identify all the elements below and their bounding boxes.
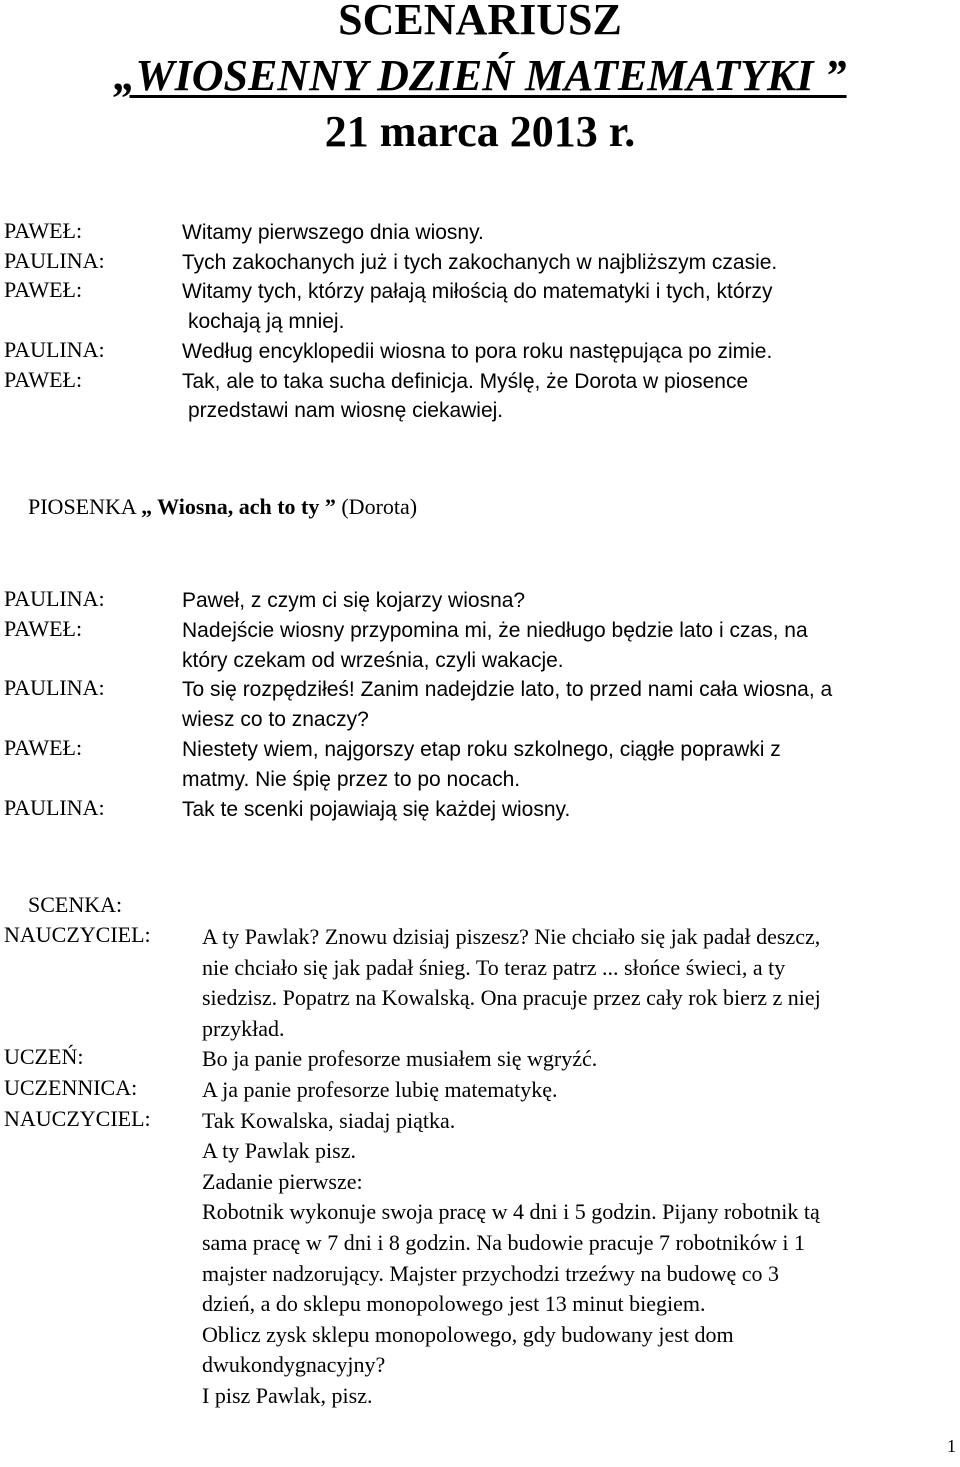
dialogue-line: nie chciało się jak padał śnieg. To teraz patrz ... słońce świeci, a ty xyxy=(202,954,786,980)
dialogue-line: dzień, a do sklepu monopolowego jest 13 minut biegiem. xyxy=(202,1291,706,1317)
scene-heading: SCENKA: xyxy=(28,892,123,917)
dialogue-line: majster nadzorujący. Majster przychodzi trzeźwy na budowę co 3 xyxy=(202,1260,780,1286)
speaker-label: PAWEŁ: xyxy=(4,366,83,392)
dialogue-line: który czekam od września, czyli wakacje. xyxy=(182,648,564,672)
dialogue-line: siedzisz. Popatrz na Kowalską. Ona pracuje przez cały rok bierz z niej xyxy=(202,985,821,1011)
document-subtitle xyxy=(0,50,960,102)
dialogue-line: Bo ja panie profesorze musiałem się wgryźć. xyxy=(202,1046,598,1072)
speaker-label: PAULINA: xyxy=(4,336,105,362)
dialogue-line: Niestety wiem, najgorszy etap roku szkolnego, ciągłe poprawki z xyxy=(182,738,781,761)
dialogue-line: Paweł, z czym ci się kojarzy wiosna? xyxy=(182,589,526,612)
dialogue-line: wiesz co to znaczy? xyxy=(182,708,369,732)
dialogue-line: Tak te scenki pojawiają się każdej wiosny. xyxy=(182,797,571,821)
dialogue-line: Zadanie pierwsze: xyxy=(202,1168,363,1194)
dialogue-line: Tak Kowalska, siadaj piątka. xyxy=(202,1107,456,1133)
dialogue-line: matmy. Nie śpię przez to po nocach. xyxy=(182,767,521,791)
dialogue-line: Według encyklopedii wiosna to pora roku następująca po zimie. xyxy=(182,339,773,363)
document-title: SCENARIUSZ xyxy=(338,0,622,44)
subtitle-text: „WIOSENNY DZIEŃ MATEMATYKI ” xyxy=(113,51,847,100)
page-number: 1 xyxy=(947,1436,956,1456)
speaker-label: PAULINA: xyxy=(4,794,105,820)
dialogue-line: To się rozpędziłeś! Zanim nadejdzie lato, to przed nami cała wiosna, a xyxy=(182,678,833,702)
speaker-label: PAWEŁ: xyxy=(4,735,83,760)
speaker-label: UCZEŃ: xyxy=(4,1044,84,1070)
speaker-label: PAWEŁ: xyxy=(4,277,83,303)
speaker-label: UCZENNICA: xyxy=(4,1075,138,1100)
dialogue-line: Witamy tych, którzy pałają miłością do matematyki i tych, którzy xyxy=(182,280,773,304)
dialogue-line: przykład. xyxy=(202,1015,285,1041)
dialogue-line: kochają ją mniej. xyxy=(188,310,345,334)
dialogue-line: Tych zakochanych już i tych zakochanych w najbliższym czasie. xyxy=(182,250,778,274)
dialogue-line: przedstawi nam wiosnę ciekawiej. xyxy=(188,399,504,423)
speaker-label: PAWEŁ: xyxy=(4,615,83,641)
speaker-label: PAULINA: xyxy=(4,586,105,611)
speaker-label: PAULINA: xyxy=(4,675,105,701)
dialogue-line: dwukondygnacyjny? xyxy=(202,1352,386,1378)
speaker-label: PAULINA: xyxy=(4,247,105,273)
dialogue-line: A ty Pawlak pisz. xyxy=(202,1138,356,1164)
song-prefix: PIOSENKA xyxy=(28,494,136,519)
speaker-label: PAWEŁ: xyxy=(4,218,83,243)
dialogue-line: Oblicz zysk sklepu monopolowego, gdy budowany jest dom xyxy=(202,1321,734,1347)
speaker-label: NAUCZYCIEL: xyxy=(4,922,151,947)
song-performer: (Dorota) xyxy=(341,494,418,519)
song-name: „ Wiosna, ach to ty ” xyxy=(141,494,336,519)
dialogue-line: A ty Pawlak? Znowu dzisiaj piszesz? Nie chciało się jak padał deszcz, xyxy=(202,924,821,949)
dialogue-line: sama pracę w 7 dni i 8 godzin. Na budowie pracuje 7 robotników i 1 xyxy=(202,1229,806,1255)
dialogue-line: Witamy pierwszego dnia wiosny. xyxy=(182,221,484,244)
song-heading xyxy=(28,494,417,520)
dialogue-line: A ja panie profesorze lubię matematykę. xyxy=(202,1077,558,1102)
dialogue-line: Tak, ale to taka sucha definicja. Myślę, że Dorota w piosence xyxy=(182,369,749,393)
speaker-label: NAUCZYCIEL: xyxy=(4,1105,151,1131)
document-date: 21 marca 2013 r. xyxy=(324,107,636,156)
dialogue-line: Robotnik wykonuje swoja pracę w 4 dni i 5 godzin. Pijany robotnik tą xyxy=(202,1199,820,1225)
dialogue-line: I pisz Pawlak, pisz. xyxy=(202,1382,373,1408)
dialogue-line: Nadejście wiosny przypomina mi, że niedługo będzie lato i czas, na xyxy=(182,618,808,642)
